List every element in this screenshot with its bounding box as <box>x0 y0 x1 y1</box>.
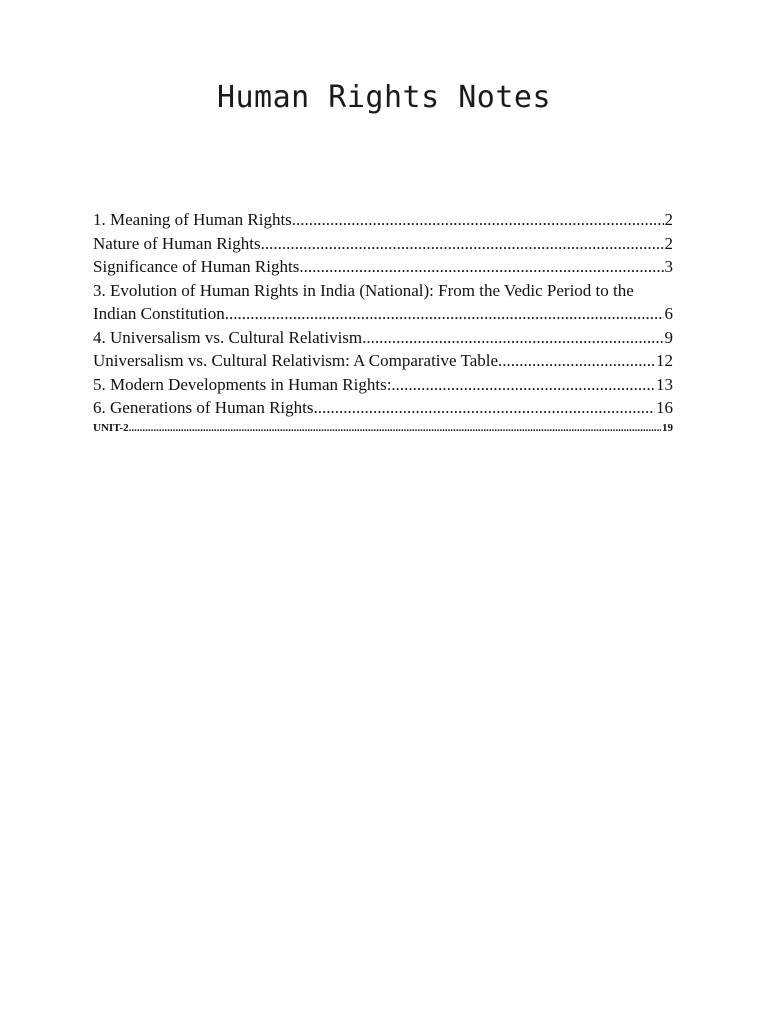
toc-page-number: 9 <box>664 327 673 347</box>
toc-entry-evolution[interactable] <box>93 279 673 326</box>
toc-entry-text: 4. Universalism vs. Cultural Relativism <box>93 327 363 347</box>
toc-entry-nature[interactable] <box>93 232 673 256</box>
toc-entry-text: Universalism vs. Cultural Relativism: A Comparative Table <box>93 351 499 370</box>
toc-page-number: 6 <box>664 304 673 323</box>
toc-page-number: 2 <box>664 233 673 253</box>
toc-entry-text-line1: 3. Evolution of Human Rights in India (National): From the Vedic Period to the <box>93 280 634 300</box>
toc-page-number: 12 <box>656 351 673 370</box>
toc-leader-dots <box>261 232 664 256</box>
toc-entry-text: 6. Generations of Human Rights <box>93 398 314 417</box>
page-title: Human Rights Notes <box>216 80 552 115</box>
toc-entry-significance[interactable] <box>93 255 673 279</box>
toc-leader-dots <box>292 208 664 232</box>
toc-entry-unit-2[interactable] <box>93 420 673 437</box>
toc-page-number: 19 <box>662 421 673 434</box>
toc-leader-dots <box>299 255 663 279</box>
toc-entry-meaning[interactable] <box>93 208 673 232</box>
toc-page-number: 16 <box>656 398 673 417</box>
toc-entry-universalism[interactable] <box>93 326 673 350</box>
toc-entry-comparative-table[interactable] <box>93 349 673 373</box>
toc-entry-modern-developments[interactable] <box>93 373 673 397</box>
toc-entry-text: 1. Meaning of Human Rights <box>93 210 292 229</box>
table-of-contents <box>93 208 673 437</box>
toc-page-number: 3 <box>664 257 673 276</box>
toc-leader-dots <box>314 396 656 420</box>
toc-entry-text: Significance of Human Rights <box>93 257 300 276</box>
toc-leader-dots <box>225 302 664 326</box>
toc-leader-dots <box>391 373 655 397</box>
toc-page-number: 13 <box>656 374 673 394</box>
toc-entry-generations[interactable] <box>93 396 673 420</box>
toc-leader-dots <box>362 326 663 350</box>
toc-entry-text: 5. Modern Developments in Human Rights: <box>93 374 392 394</box>
toc-entry-text: Nature of Human Rights <box>93 233 261 253</box>
toc-entry-text: Indian Constitution <box>93 304 225 323</box>
toc-page-number: 2 <box>664 210 673 229</box>
toc-leader-dots <box>498 349 655 373</box>
toc-entry-text: UNIT-2 <box>93 421 129 434</box>
toc-leader-dots <box>129 420 661 437</box>
